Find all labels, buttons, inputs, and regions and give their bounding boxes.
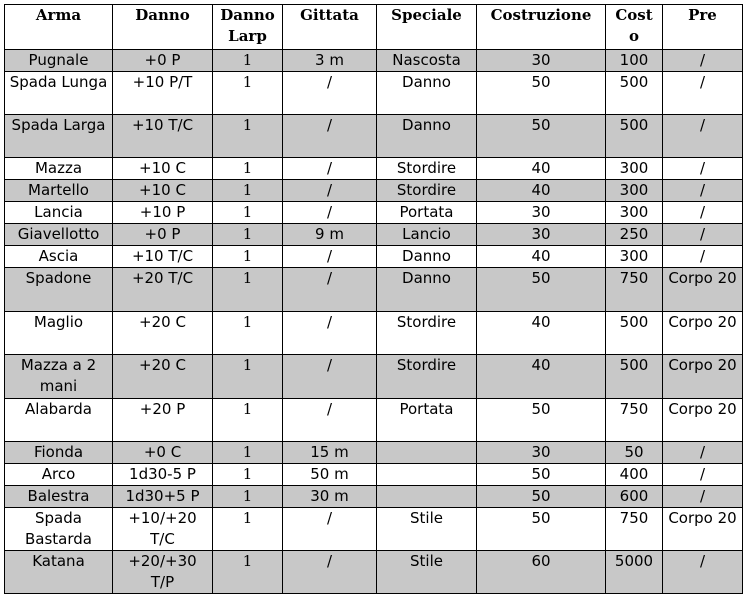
cell-danno-larp: 1 [213,115,283,158]
cell-danno-larp: 1 [213,486,283,508]
weapons-table [4,4,743,594]
cell-costo: 500 [606,72,663,115]
header-gittata: Gittata [283,5,377,50]
cell-speciale: Stile [377,551,477,594]
cell-costruzione: 50 [477,399,606,442]
cell-costo: 300 [606,202,663,224]
cell-pre: Corpo 20 [663,312,743,355]
cell-arma: Spada Larga [5,115,113,158]
cell-gittata: / [283,399,377,442]
cell-arma: Maglio [5,312,113,355]
cell-danno: +20 P [113,399,213,442]
table-row [5,399,743,442]
cell-speciale [377,442,477,464]
cell-speciale: Danno [377,72,477,115]
cell-costruzione: 50 [477,464,606,486]
cell-speciale: Danno [377,246,477,268]
cell-costo: 750 [606,399,663,442]
cell-gittata: / [283,180,377,202]
cell-costruzione: 40 [477,246,606,268]
cell-costruzione: 30 [477,202,606,224]
table-row [5,442,743,464]
cell-pre: / [663,202,743,224]
cell-gittata: / [283,115,377,158]
cell-gittata: / [283,312,377,355]
cell-gittata: 3 m [283,50,377,72]
cell-arma: Ascia [5,246,113,268]
cell-arma: Katana [5,551,113,594]
cell-danno-larp: 1 [213,399,283,442]
table-row [5,464,743,486]
cell-pre: / [663,50,743,72]
cell-gittata: 9 m [283,224,377,246]
cell-danno-larp: 1 [213,72,283,115]
cell-danno: +20 C [113,312,213,355]
table-row [5,508,743,551]
cell-costo: 750 [606,508,663,551]
cell-costo: 300 [606,246,663,268]
cell-pre: / [663,246,743,268]
cell-danno: +10/+20 T/C [113,508,213,551]
cell-gittata: / [283,72,377,115]
cell-arma: Spada Bastarda [5,508,113,551]
cell-danno: +10 T/C [113,115,213,158]
cell-costruzione: 40 [477,355,606,399]
cell-arma: Mazza a 2 mani [5,355,113,399]
cell-danno-larp: 1 [213,268,283,312]
header-danno: Danno [113,5,213,50]
cell-arma: Arco [5,464,113,486]
table-row [5,224,743,246]
cell-costruzione: 30 [477,442,606,464]
cell-arma: Alabarda [5,399,113,442]
cell-costruzione: 50 [477,115,606,158]
header-speciale: Speciale [377,5,477,50]
cell-speciale: Danno [377,268,477,312]
cell-danno-larp: 1 [213,464,283,486]
cell-danno-larp: 1 [213,246,283,268]
cell-pre: / [663,180,743,202]
cell-danno-larp: 1 [213,158,283,180]
cell-danno-larp: 1 [213,551,283,594]
cell-costruzione: 50 [477,268,606,312]
cell-speciale: Stordire [377,158,477,180]
cell-arma: Spada Lunga [5,72,113,115]
cell-danno: +10 P/T [113,72,213,115]
cell-pre: / [663,115,743,158]
cell-costruzione: 50 [477,508,606,551]
cell-costo: 600 [606,486,663,508]
cell-danno-larp: 1 [213,180,283,202]
cell-gittata: 50 m [283,464,377,486]
cell-pre: Corpo 20 [663,268,743,312]
cell-speciale: Portata [377,202,477,224]
cell-danno: +0 C [113,442,213,464]
cell-gittata: 15 m [283,442,377,464]
table-row [5,551,743,594]
cell-arma: Fionda [5,442,113,464]
table-body [5,50,743,594]
cell-speciale [377,464,477,486]
cell-costruzione: 50 [477,486,606,508]
cell-pre: / [663,158,743,180]
cell-arma: Balestra [5,486,113,508]
table-row [5,50,743,72]
cell-danno: +20/+30 T/P [113,551,213,594]
cell-costo: 500 [606,312,663,355]
cell-gittata: / [283,551,377,594]
cell-pre: / [663,224,743,246]
cell-speciale: Danno [377,115,477,158]
cell-speciale: Stordire [377,355,477,399]
cell-pre: / [663,551,743,594]
cell-danno-larp: 1 [213,50,283,72]
cell-pre: / [663,486,743,508]
cell-pre: Corpo 20 [663,355,743,399]
cell-danno: +0 P [113,50,213,72]
table-row [5,115,743,158]
cell-gittata: / [283,508,377,551]
cell-pre: / [663,442,743,464]
header-pre: Pre [663,5,743,50]
header-costruzione: Costruzione [477,5,606,50]
cell-gittata: / [283,158,377,180]
cell-arma: Pugnale [5,50,113,72]
cell-danno: +20 C [113,355,213,399]
table-row [5,158,743,180]
cell-speciale: Nascosta [377,50,477,72]
cell-gittata: / [283,246,377,268]
header-costo: Cost o [606,5,663,50]
cell-costo: 500 [606,355,663,399]
cell-speciale: Lancio [377,224,477,246]
cell-danno: 1d30+5 P [113,486,213,508]
cell-costruzione: 50 [477,72,606,115]
cell-danno-larp: 1 [213,355,283,399]
cell-costo: 300 [606,180,663,202]
cell-danno: +20 T/C [113,268,213,312]
cell-arma: Mazza [5,158,113,180]
cell-pre: / [663,464,743,486]
cell-danno: +0 P [113,224,213,246]
cell-gittata: / [283,355,377,399]
cell-danno: +10 C [113,158,213,180]
table-row [5,268,743,312]
cell-costruzione: 60 [477,551,606,594]
cell-costruzione: 40 [477,312,606,355]
cell-arma: Spadone [5,268,113,312]
cell-danno: +10 C [113,180,213,202]
cell-speciale: Stordire [377,312,477,355]
table-row [5,202,743,224]
cell-costo: 50 [606,442,663,464]
cell-danno-larp: 1 [213,202,283,224]
table-row [5,355,743,399]
table-row [5,312,743,355]
table-header-row [5,5,743,50]
table-row [5,72,743,115]
cell-costo: 100 [606,50,663,72]
cell-costo: 500 [606,115,663,158]
cell-costo: 250 [606,224,663,246]
table-row [5,486,743,508]
cell-danno: +10 P [113,202,213,224]
cell-costruzione: 30 [477,50,606,72]
cell-arma: Lancia [5,202,113,224]
cell-danno-larp: 1 [213,312,283,355]
header-danno-larp: Danno Larp [213,5,283,50]
cell-costo: 400 [606,464,663,486]
cell-costo: 300 [606,158,663,180]
cell-costruzione: 40 [477,158,606,180]
cell-danno-larp: 1 [213,442,283,464]
cell-danno: +10 T/C [113,246,213,268]
cell-danno: 1d30-5 P [113,464,213,486]
cell-pre: Corpo 20 [663,508,743,551]
cell-speciale: Portata [377,399,477,442]
cell-speciale: Stordire [377,180,477,202]
cell-danno-larp: 1 [213,508,283,551]
cell-arma: Giavellotto [5,224,113,246]
cell-gittata: / [283,202,377,224]
table-row [5,246,743,268]
table-row [5,180,743,202]
cell-speciale [377,486,477,508]
cell-pre: Corpo 20 [663,399,743,442]
cell-gittata: / [283,268,377,312]
cell-danno-larp: 1 [213,224,283,246]
cell-costo: 750 [606,268,663,312]
cell-costruzione: 30 [477,224,606,246]
cell-speciale: Stile [377,508,477,551]
cell-pre: / [663,72,743,115]
cell-costruzione: 40 [477,180,606,202]
header-arma: Arma [5,5,113,50]
cell-costo: 5000 [606,551,663,594]
cell-gittata: 30 m [283,486,377,508]
cell-arma: Martello [5,180,113,202]
